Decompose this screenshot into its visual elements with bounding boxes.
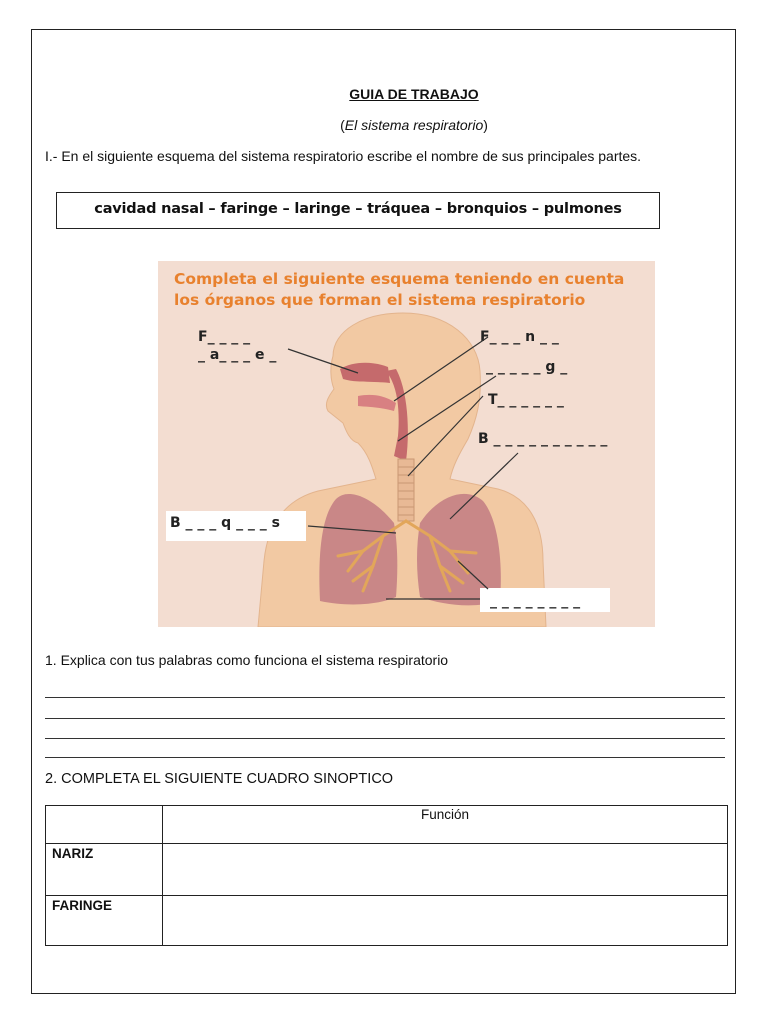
trachea bbox=[398, 459, 414, 521]
question-2: 2. COMPLETA EL SIGUIENTE CUADRO SINOPTICO bbox=[45, 771, 394, 787]
label-a-e: _ a_ _ _ e _ bbox=[198, 347, 277, 363]
label-b-right: B _ _ _ _ _ _ _ _ _ _ bbox=[478, 431, 608, 447]
answer-cell-nariz[interactable] bbox=[163, 844, 728, 896]
worksheet-subtitle: (El sistema respiratorio) bbox=[340, 117, 488, 133]
instruction-text: I.- En el siguiente esquema del sistema respiratorio escribe el nombre de sus principales partes. bbox=[45, 148, 642, 164]
label-f-left: F_ _ _ _ bbox=[198, 329, 251, 345]
table-corner-cell bbox=[46, 806, 163, 844]
respiratory-diagram bbox=[158, 261, 655, 627]
row-label-nariz: NARIZ bbox=[46, 844, 163, 896]
synoptic-table bbox=[45, 805, 728, 946]
table-header-funcion: Función bbox=[163, 806, 728, 844]
label-b-q-s: B _ _ _ q _ _ _ s bbox=[170, 515, 281, 531]
label-bottom: _ _ _ _ _ _ _ _ bbox=[490, 593, 581, 609]
answer-line[interactable] bbox=[45, 757, 725, 758]
worksheet-title: GUIA DE TRABAJO bbox=[349, 86, 479, 102]
label-t: T_ _ _ _ _ _ bbox=[488, 392, 564, 408]
answer-line[interactable] bbox=[45, 738, 725, 739]
table-header-row bbox=[46, 806, 728, 844]
diagram-heading-line1: Completa el siguiente esquema teniendo en cuenta bbox=[174, 270, 625, 288]
subtitle-italic: El sistema respiratorio bbox=[344, 117, 484, 133]
answer-line[interactable] bbox=[45, 718, 725, 719]
diagram-heading-line2: los órganos que forman el sistema respiratorio bbox=[174, 291, 586, 309]
table-row bbox=[46, 896, 728, 946]
row-label-faringe: FARINGE bbox=[46, 896, 163, 946]
question-1: 1. Explica con tus palabras como funciona el sistema respiratorio bbox=[45, 652, 449, 668]
word-bank-box: cavidad nasal – faringe – laringe – tráquea – bronquios – pulmones bbox=[56, 192, 660, 229]
table-row bbox=[46, 844, 728, 896]
answer-line[interactable] bbox=[45, 697, 725, 698]
label-f-n: F_ _ _ n _ _ bbox=[480, 329, 559, 345]
respiratory-diagram-svg bbox=[158, 261, 655, 627]
answer-cell-faringe[interactable] bbox=[163, 896, 728, 946]
label-g: _ _ _ _ _ g _ bbox=[486, 359, 568, 375]
nasal-cavity bbox=[340, 363, 390, 383]
